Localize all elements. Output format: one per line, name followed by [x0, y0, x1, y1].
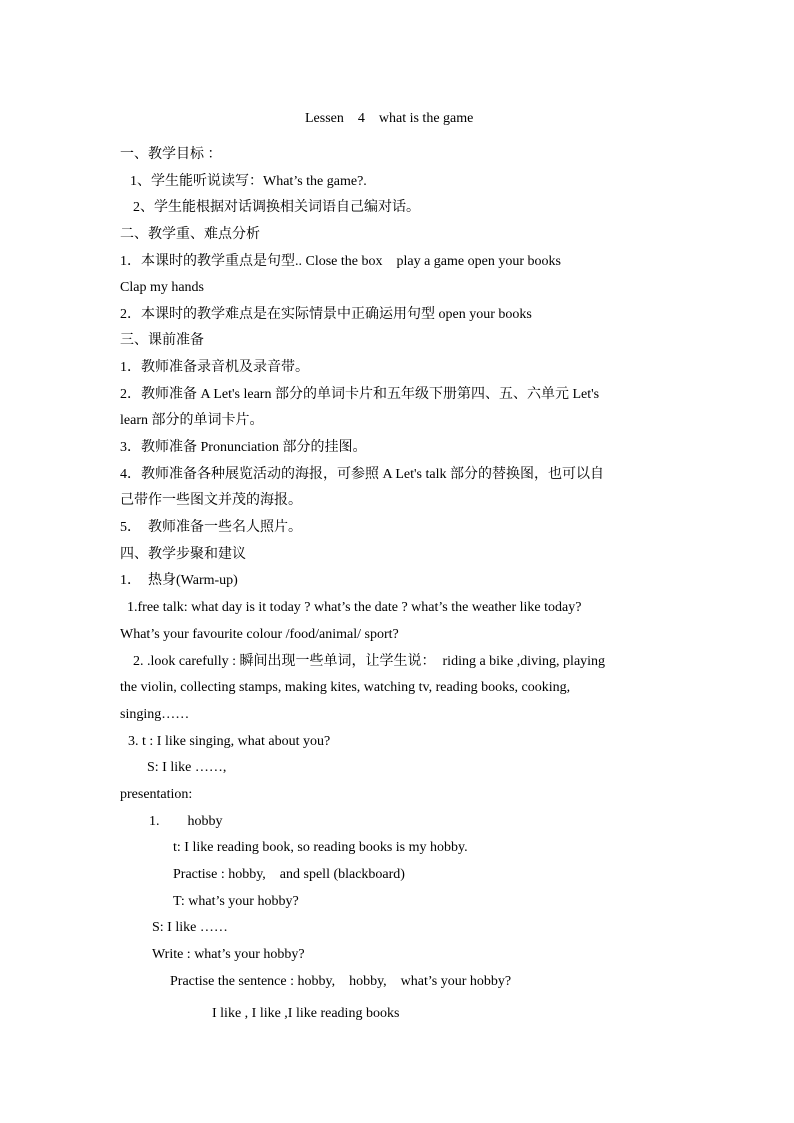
- key-point-2: 2．本课时的教学难点是在实际情景中正确运用句型 open your books: [120, 307, 532, 322]
- prep-4-cont: 己带作一些图文并茂的海报。: [120, 493, 302, 508]
- free-talk: 1.free talk: what day is it today ? what’s the date ? what’s the weather like today?: [127, 600, 582, 615]
- prep-4: 4．教师准备各种展览活动的海报，可参照 A Let's talk 部分的替换图，也可以自: [120, 467, 604, 482]
- key-point-1: 1．本课时的教学重点是句型.. Close the box play a game open your books: [120, 254, 561, 269]
- prep-2: 2．教师准备 A Let's learn 部分的单词卡片和五年级下册第四、五、六单元 Let's: [120, 387, 600, 402]
- hobby-answer: S: I like ……: [152, 920, 228, 935]
- hobby-question: T: what’s your hobby?: [173, 894, 299, 909]
- teacher-like-singing: 3. t : I like singing, what about you?: [128, 734, 331, 749]
- objective-1: 1、学生能听说读写：What’s the game?.: [130, 174, 367, 189]
- hobby-example: t: I like reading book, so reading books is my hobby.: [173, 840, 468, 855]
- student-i-like: S: I like ……,: [147, 760, 227, 775]
- free-talk-cont: What’s your favourite colour /food/animal/ sport?: [120, 627, 399, 642]
- look-carefully: 2. .look carefully : 瞬间出现一些单词，让学生说： riding a bike ,diving, playing: [133, 654, 606, 669]
- heading-preparation: 三、课前准备: [120, 333, 204, 348]
- look-carefully-cont: the violin, collecting stamps, making kites, watching tv, reading books, cooking,: [120, 680, 571, 695]
- look-carefully-end: singing……: [120, 707, 190, 722]
- prep-1: 1．教师准备录音机及录音带。: [120, 360, 309, 375]
- presentation-heading: presentation:: [120, 787, 193, 802]
- key-point-1-cont: Clap my hands: [120, 280, 204, 295]
- practise-sentence: Practise the sentence : hobby, hobby, what’s your hobby?: [170, 974, 512, 989]
- prep-5: 5． 教师准备一些名人照片。: [120, 520, 302, 535]
- prep-2-cont: learn 部分的单词卡片。: [120, 413, 264, 428]
- step-warm-up: 1． 热身(Warm-up): [120, 573, 238, 588]
- hobby-write: Write : what’s your hobby?: [152, 947, 305, 962]
- objective-2: 2、学生能根据对话调换相关词语自己编对话。: [133, 200, 420, 215]
- document-title: Lessen 4 what is the game: [305, 111, 474, 126]
- heading-objectives: 一、教学目标 ：: [120, 147, 222, 162]
- prep-3: 3．教师准备 Pronunciation 部分的挂图。: [120, 440, 367, 455]
- heading-steps: 四、教学步聚和建议: [120, 547, 246, 562]
- presentation-hobby: 1. hobby: [149, 814, 223, 829]
- i-like-reading: I like , I like ,I like reading books: [212, 1006, 400, 1021]
- heading-key-points: 二、教学重、难点分析: [120, 227, 260, 242]
- hobby-practise: Practise : hobby, and spell (blackboard): [173, 867, 405, 882]
